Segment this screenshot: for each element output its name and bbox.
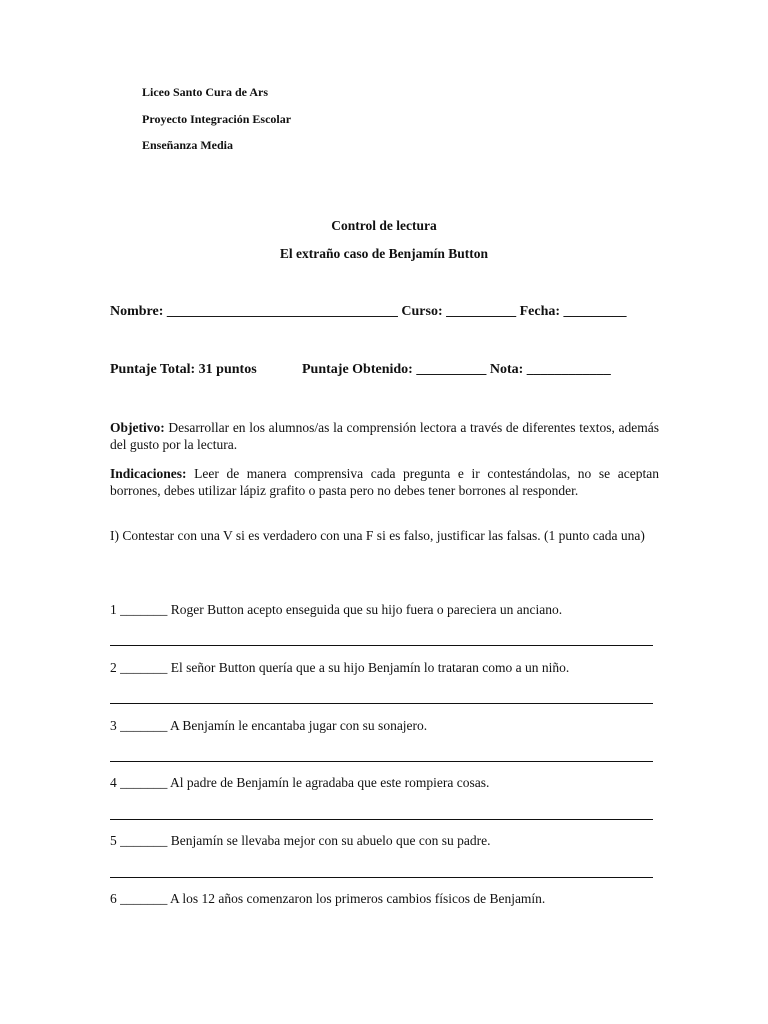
- answer-line-1: [110, 645, 653, 646]
- instructions-paragraph: [110, 465, 659, 499]
- answer-line-3: [110, 761, 653, 762]
- total-score: Puntaje Total: 31 puntos: [110, 362, 257, 377]
- obtained-score-line: Puntaje Obtenido: __________ Nota: ____________: [302, 362, 611, 377]
- objective-label: Objetivo:: [110, 420, 165, 435]
- question-5: 5 _______ Benjamín se llevaba mejor con su abuelo que con su padre.: [110, 833, 491, 848]
- answer-line-4: [110, 819, 653, 820]
- question-2: 2 _______ El señor Button quería que a su hijo Benjamín lo trataran como a un niño.: [110, 660, 570, 675]
- question-1: 1 _______ Roger Button acepto enseguida que su hijo fuera o pareciera un anciano.: [110, 602, 563, 617]
- school-name: Liceo Santo Cura de Ars: [142, 85, 268, 99]
- question-6: 6 _______ A los 12 años comenzaron los primeros cambios físicos de Benjamín.: [110, 891, 546, 906]
- education-level: Enseñanza Media: [142, 138, 234, 152]
- objective-text: Desarrollar en los alumnos/as la comprensión lectora a través de diferentes textos, además del gusto por la lectura.: [110, 420, 659, 452]
- question-3: 3 _______ A Benjamín le encantaba jugar con su sonajero.: [110, 718, 428, 733]
- section-one-instructions: I) Contestar con una V si es verdadero con una F si es falso, justificar las falsas. (1 punto cada una): [110, 528, 645, 543]
- project-name: Proyecto Integración Escolar: [142, 112, 292, 126]
- question-4: 4 _______ Al padre de Benjamín le agradaba que este rompiera cosas.: [110, 775, 490, 790]
- document-subtitle: El extraño caso de Benjamín Button: [279, 246, 489, 261]
- answer-line-2: [110, 703, 653, 704]
- instructions-label: Indicaciones:: [110, 466, 187, 481]
- student-info-line: Nombre: _________________________________ Curso: __________ Fecha: _________: [110, 304, 627, 319]
- document-title: Control de lectura: [331, 218, 437, 233]
- answer-line-5: [110, 877, 653, 878]
- instructions-text: Leer de manera comprensiva cada pregunta e ir contestándolas, no se aceptan borrones, debes utilizar lápiz grafito o pasta pero no debes tener borrones al responder.: [110, 466, 659, 498]
- objective-paragraph: [110, 419, 659, 453]
